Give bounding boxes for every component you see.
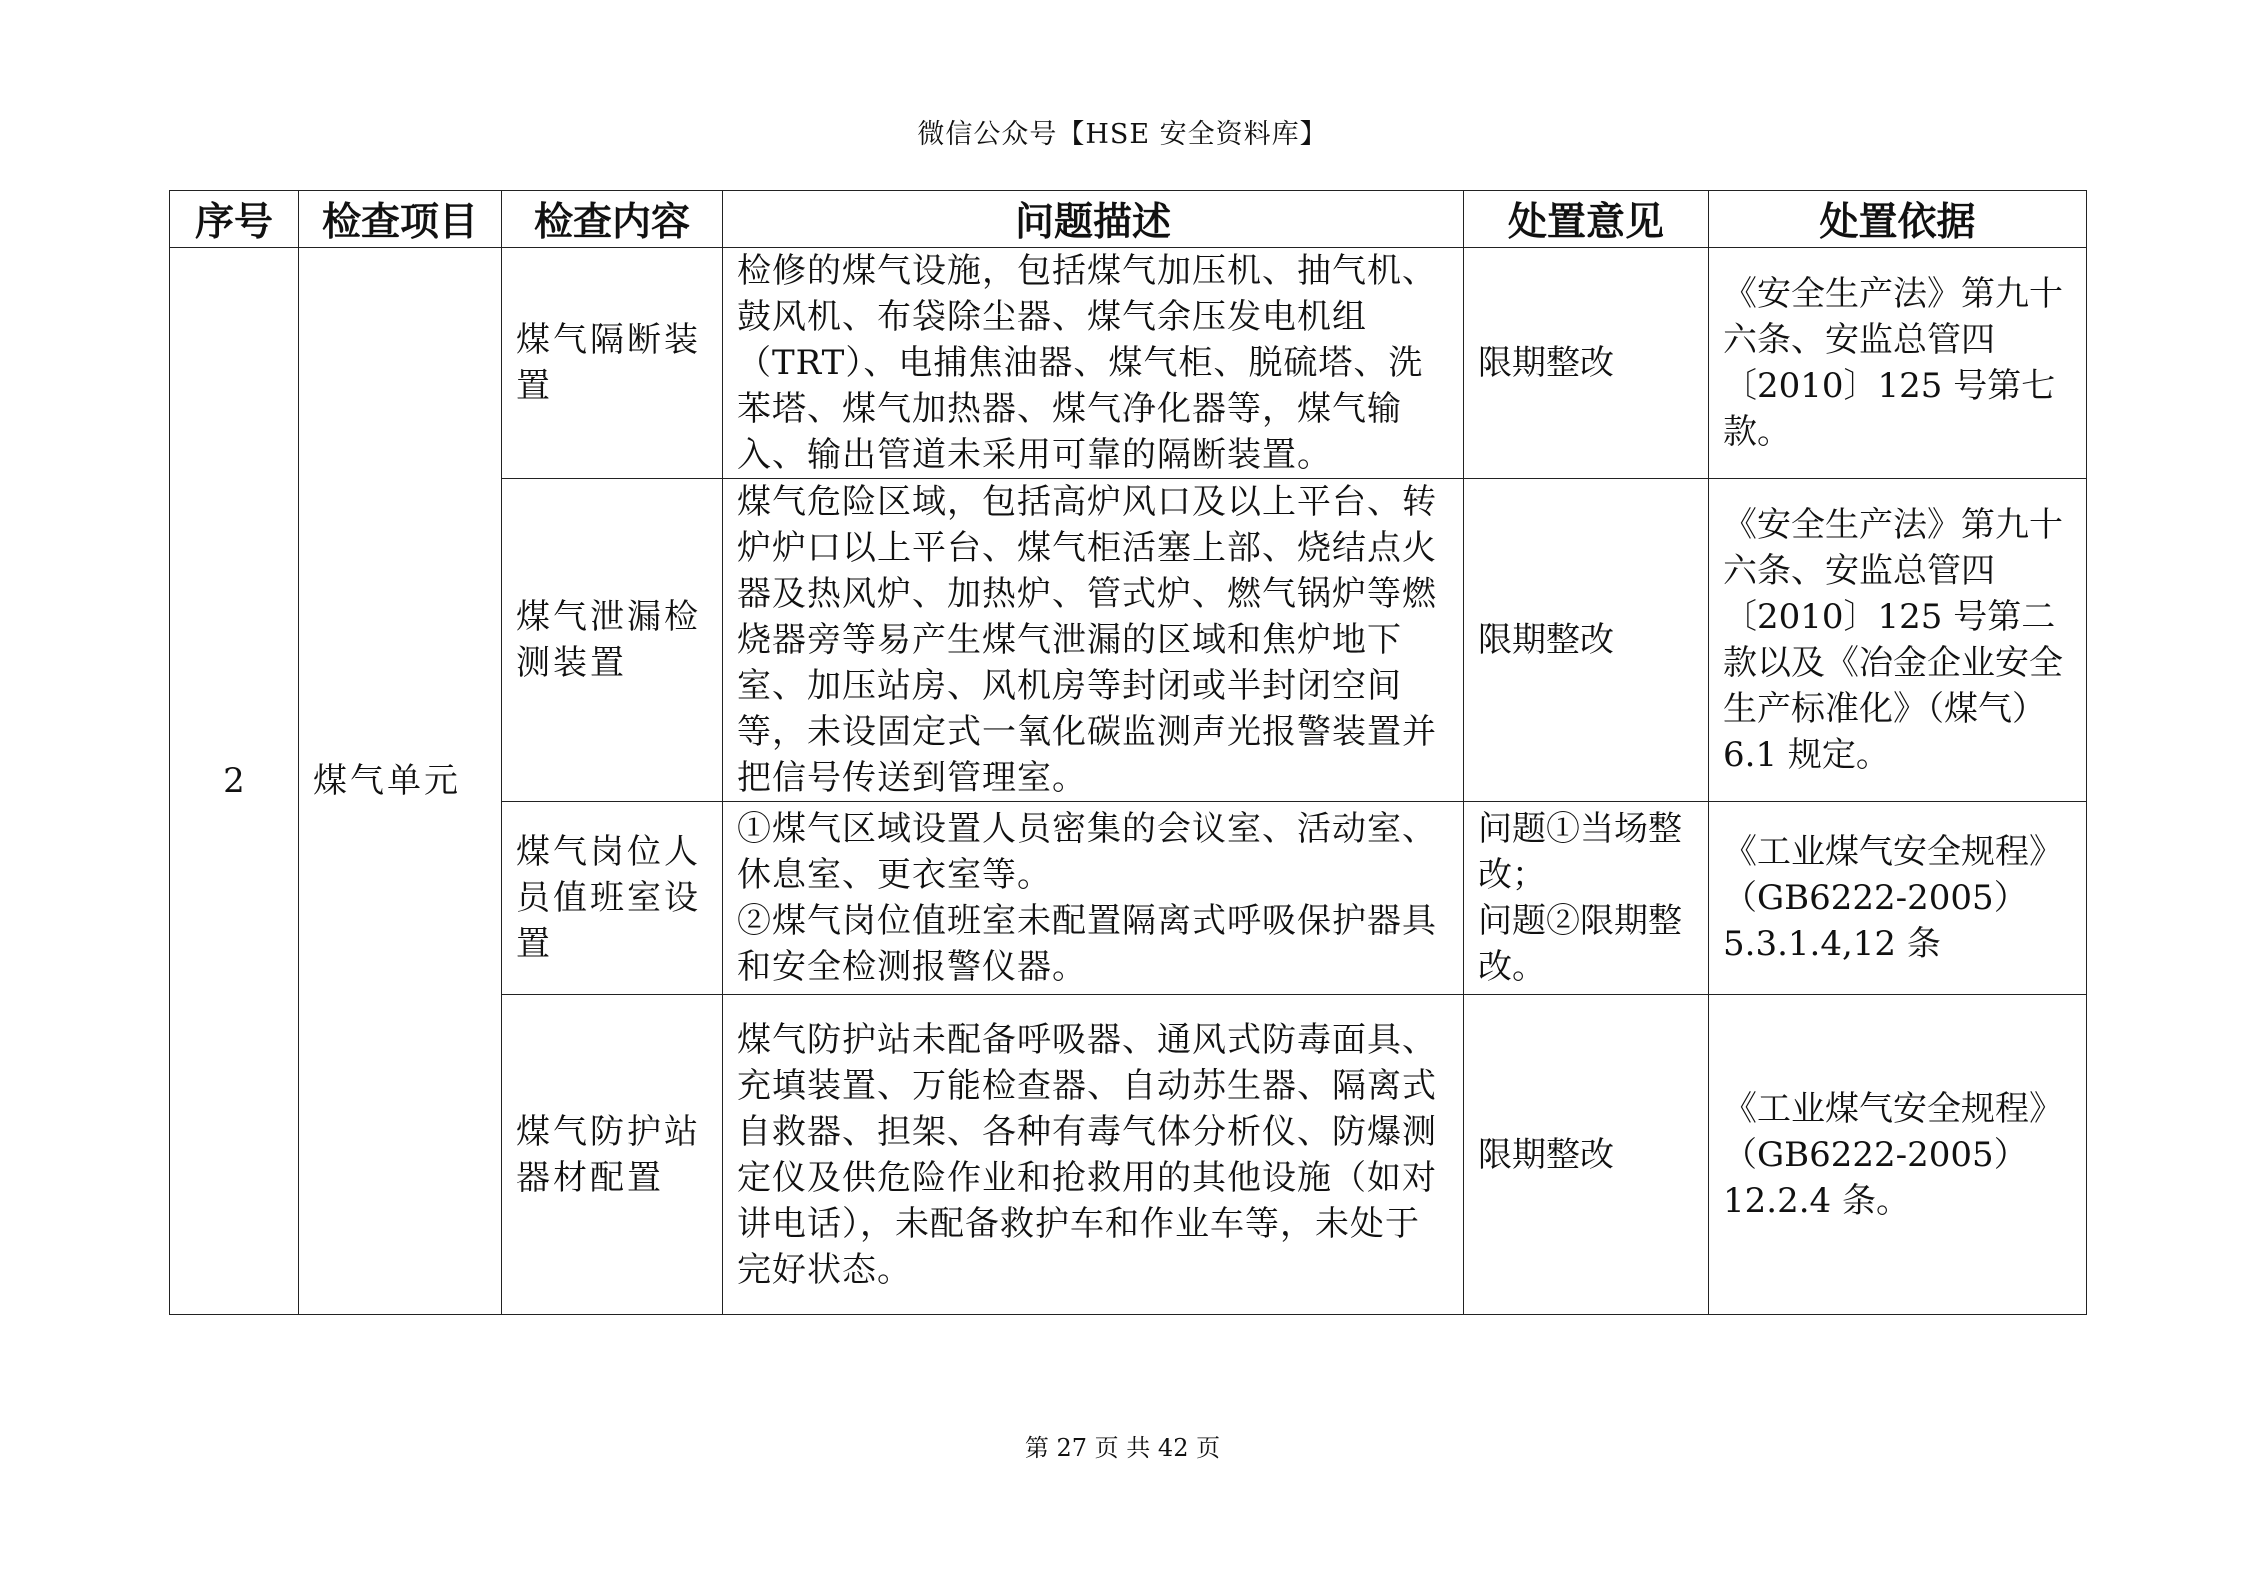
column-header-opinion: 处置意见 — [1464, 191, 1709, 248]
disposal-opinion-cell: 限期整改 — [1464, 995, 1709, 1315]
inspection-table — [169, 190, 2087, 1315]
problem-description-cell: 煤气危险区域，包括高炉风口及以上平台、转炉炉口以上平台、煤气柜活塞上部、烧结点火器及热风炉、加热炉、管式炉、燃气锅炉等燃烧器旁等易产生煤气泄漏的区域和焦炉地下室、加压站房、风机房等封闭或半封闭空间等，未设固定式一氧化碳监测声光报警装置并把信号传送到管理室。 — [723, 479, 1464, 802]
inspection-content-cell: 煤气泄漏检测装置 — [502, 479, 723, 802]
disposal-opinion-cell: 限期整改 — [1464, 248, 1709, 479]
column-header-description: 问题描述 — [723, 191, 1464, 248]
column-header-item: 检查项目 — [299, 191, 502, 248]
inspection-content-cell: 煤气防护站器材配置 — [502, 995, 723, 1315]
column-header-content: 检查内容 — [502, 191, 723, 248]
table-header-row — [170, 191, 2087, 248]
page-footer: 第 27 页 共 42 页 — [1024, 1434, 1221, 1462]
inspection-content-cell: 煤气隔断装置 — [502, 248, 723, 479]
description-line: ②煤气岗位值班室未配置隔离式呼吸保护器具和安全检测报警仪器。 — [737, 901, 1437, 987]
disposal-basis-cell: 《安全生产法》第九十六条、安监总管四〔2010〕125 号第七款。 — [1709, 248, 2087, 479]
disposal-opinion-cell — [1464, 802, 1709, 995]
opinion-line: 问题②限期整改。 — [1478, 901, 1682, 987]
problem-description-cell: 检修的煤气设施，包括煤气加压机、抽气机、鼓风机、布袋除尘器、煤气余压发电机组（TRT）、电捕焦油器、煤气柜、脱硫塔、洗苯塔、煤气加热器、煤气净化器等，煤气输入、输出管道未采用可靠的隔断装置。 — [723, 248, 1464, 479]
serial-number-cell: 2 — [170, 248, 299, 1315]
disposal-basis-cell: 《工业煤气安全规程》（GB6222-2005）5.3.1.4,12 条 — [1709, 802, 2087, 995]
disposal-basis-cell: 《安全生产法》第九十六条、安监总管四〔2010〕125 号第二款以及《冶金企业安全生产标准化》（煤气）6.1 规定。 — [1709, 479, 2087, 802]
column-header-no: 序号 — [170, 191, 299, 248]
inspection-content-cell: 煤气岗位人员值班室设置 — [502, 802, 723, 995]
problem-description-cell: 煤气防护站未配备呼吸器、通风式防毒面具、充填装置、万能检查器、自动苏生器、隔离式自救器、担架、各种有毒气体分析仪、防爆测定仪及供危险作业和抢救用的其他设施（如对讲电话），未配备救护车和作业车等，未处于完好状态。 — [723, 995, 1464, 1315]
table-row — [170, 248, 2087, 479]
page-header: 微信公众号【HSE 安全资料库】 — [917, 119, 1328, 150]
disposal-opinion-cell: 限期整改 — [1464, 479, 1709, 802]
column-header-basis: 处置依据 — [1709, 191, 2087, 248]
inspection-item-cell: 煤气单元 — [299, 248, 502, 1315]
disposal-basis-cell: 《工业煤气安全规程》（GB6222-2005）12.2.4 条。 — [1709, 995, 2087, 1315]
problem-description-cell — [723, 802, 1464, 995]
opinion-line: 问题①当场整改； — [1478, 809, 1682, 895]
description-line: ①煤气区域设置人员密集的会议室、活动室、休息室、更衣室等。 — [737, 809, 1437, 895]
